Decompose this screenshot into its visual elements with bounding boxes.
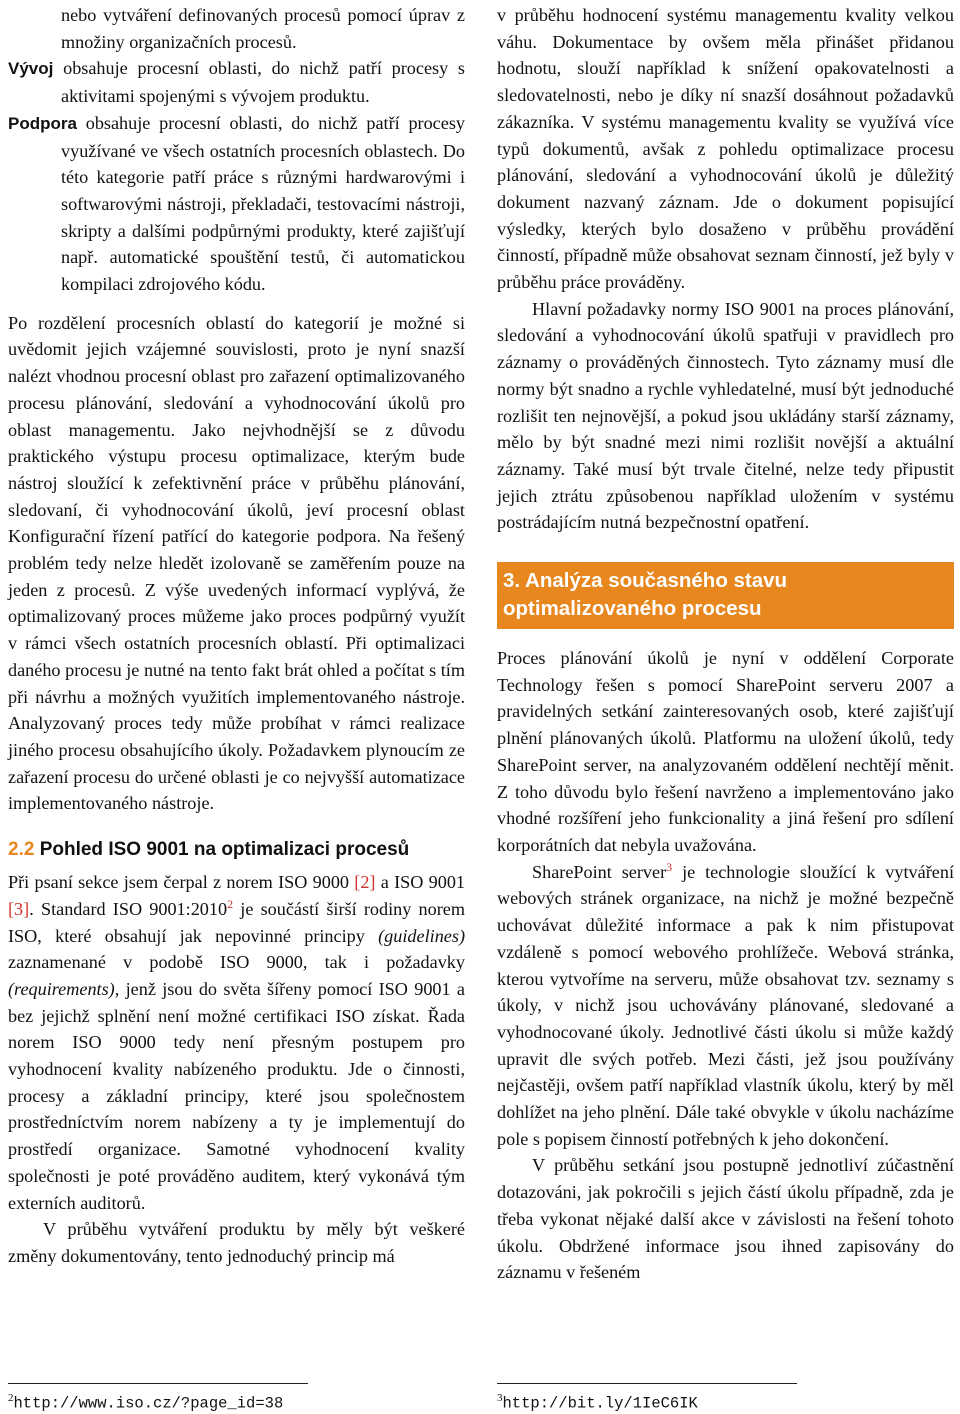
subsection-title: Pohled ISO 9001 na optimalizaci procesů: [39, 839, 410, 861]
section-number: 3.: [503, 569, 521, 593]
footnote-ref-3[interactable]: 3: [666, 859, 673, 874]
footnote-ref-2[interactable]: 2: [227, 896, 234, 911]
footnote-number: 3: [497, 1392, 503, 1404]
paragraph-iso-standards: Při psaní sekce jsem čerpal z norem ISO 9000 [2] a ISO 9001 [3]. Standard ISO 9001:2010$^2$ je součástí širší rodiny norem ISO, které obsahují jak nepovinné principy (guidelines) zaznamenané v podobě ISO 9000, tak i požadavky (requirements), jenž jsou do světa šířeny pomocí ISO 9001 a bez jejichž splnění není možné certifikaci ISO získat. Řada norem ISO 9000 tedy není přesným postupem pro vyhodnocení kvality nabízeného produktu. Jde o činnosti, procesy a základní principy, které jsou společnostem prostředníctvím norem nabízeny a ty je implementují do prostředí organizace. Samotné vyhodnocení kvality společnosti je poté prováděno auditem, který vykonává tým externích auditorů.: [8, 872, 466, 1213]
support-item: Podpora obsahuje procesní oblasti, do nichž patří procesy využívané ve všech ostatních procesních oblastech. Do této kategorie patří práce s různými hardwarovými i softwarovými nástroji, překladači, testovacími nástroji, skripty a dalšími podpůrnými produkty, které zajišťují např. automatické spouštění testů, či automatickou kompilaci zdrojového kódu.: [8, 112, 466, 295]
section-heading: [497, 562, 954, 629]
subsection-number: 2.2: [8, 839, 35, 861]
footnote-number: 2: [8, 1392, 14, 1404]
footnote-2: [8, 1383, 308, 1414]
right-column: [497, 2, 954, 1286]
footnote-3: [497, 1383, 797, 1414]
paragraph-documentation-cont: v průběhu hodnocení systému managementu kvality velkou váhu. Dokumentace by ovšem měla přinášet přidanou hodnotu, slouží například k snížení opakovatelnosti a sledovatelnosti, nebo je díky ní snazší dosáhnout požadavků zákazníka. V systému managementu kvality se využívá více typů dokumentů, avšak z pohledu optimalizace procesu plánování, sledování a vyhodnocování úkolů je důležitý dokument nazvaný záznam. Jde o dokument popisující výsledky, kterých bylo dosaženo v průběhu provádění činností, případně může obsahovat seznam činností, jež byly v průběhu práce prováděny.: [497, 5, 954, 293]
paragraph-sharepoint: SharePoint server$^3$ je technologie sloužící k vytváření webových stránek organizace, na nichž je možné bezpečně uchovávat důležité informace a pak k nim přistupovat vzdáleně s pomocí webového prohlížeče. Webová stránka, kterou vytvoříme na serveru, může obsahovat tzv. seznamy s úkoly, v nichž jsou uchovávány plánované, sledované a vyhodnocované úkoly. Jednotlivé části úkolu si může každý upravit dle svých potřeb. Mezi části, jež jsou používány nejčastěji, ovšem patří například vlastník úkolu, který by měl dohlížet na jeho plnění. Dále také obvykle v úkolu nacházíme pole s popisem činností potřebných k jeho dokončení.: [497, 859, 954, 1149]
footnote-link[interactable]: http://bit.ly/1IeC6IK: [502, 1394, 698, 1413]
citation-2[interactable]: [2]: [354, 872, 376, 893]
citation-3[interactable]: [3]: [8, 898, 30, 919]
footnote-link[interactable]: http://www.iso.cz/?page_id=38: [13, 1394, 284, 1413]
development-item: Vývoj obsahuje procesní oblasti, do nichž patří procesy s aktivitami spojenými s vývojem produktu.: [8, 58, 466, 107]
paragraph-iso-requirements: Hlavní požadavky normy ISO 9001 na proces plánování, sledování a vyhodnocování úkolů spatřuji v pravidlech pro záznamy o prováděných činnostech. Tyto záznamy musí dle normy být snadno a rychle vyhledatelné, musí být jednoduché rozlišit ten nejnovější, a pokud jsou ukládány starší záznamy, mělo by být snadné mezi nimi rozlišit novější a aktuální záznamy. Také musí být trvale čitelné, nelze tedy připustit jejich ztrátu způsobenou například uložením v systému postrádajícím nutná bezpečnostní opatření.: [497, 298, 954, 533]
left-column: [8, 2, 465, 1270]
paragraph-current-process: Proces plánování úkolů je nyní v oddělení Corporate Technology řešen s pomocí SharePoint serveru 2007 a pravidelných setkání zainteresovaných osob, které zajišťují plnění plánovaných úkolů. Platformu na uložení úkolů, tedy SharePoint server, na analyzovaném oddělení nechtějí měnit. Z toho důvodu bylo řešení navrženo a implementováno jako vhodné rozšíření jeho funkcionality a jiná řešení pro sdílení korporátních dat nebyla uvažována.: [497, 648, 954, 855]
subsection-heading: [8, 837, 465, 863]
section-title: Analýza současného stavu optimalizovaného procesu: [503, 569, 788, 621]
paragraph-documentation: V průběhu vytváření produktu by měly být veškeré změny dokumentovány, tento jednoduchý princip má: [8, 1219, 465, 1266]
development-term: Vývoj: [8, 59, 54, 79]
support-term: Podpora: [8, 113, 77, 133]
process-item-continuation: nebo vytváření definovaných procesů pomocí úprav z množiny organizačních procesů.: [61, 5, 465, 52]
paragraph-process-areas: Po rozdělení procesních oblastí do kategorií je možné si uvědomit jejich vzájemné souvislosti, proto je nyní snazší nalézt vhodnou procesní oblast pro zařazení optimalizovaného procesu plánování, sledování a vyhodnocování úkolů pro oblast managementu. Jako nejvhodnější se z důvodu praktického výstupu procesu optimalizace, kterým bude nástroj sloužící k zefektivnění práce v průběhu plánování, sledovaní, či vyhodnocování úkolů, jeví procesní oblast Konfigurační řízení patřící do kategorie podpora. Na řešený problém tedy nelze hledět izolovaně se zaměřením pouze na jeden z procesů. Z výše uvedených informací vyplývá, že optimalizovaný proces můžeme jako proces podpůrný využít v rámci všech ostatních procesních oblastí. Při optimalizaci daného procesu je nutné na tento fakt brát ohled a počítat s tím při návrhu a možných využitích implementovaného nástroje. Analyzovaný proces tedy může probíhat v rámci realizace jiného procesu obsahujícího úkoly. Požadavkem plynoucím ze zařazení procesu do určené oblasti je co nejvyšší automatizace implementovaného nástroje.: [8, 312, 465, 814]
paragraph-meetings: V průběhu setkání jsou postupně jednotliví zúčastnění dotazováni, jak pokročili s jejich částí úkolu případně, zda je třeba vykonat nějaké další akce v závislosti na řešení tohoto úkolu. Obdržené informace jsou ihned zapisovány do záznamu v řešeném: [497, 1155, 954, 1283]
